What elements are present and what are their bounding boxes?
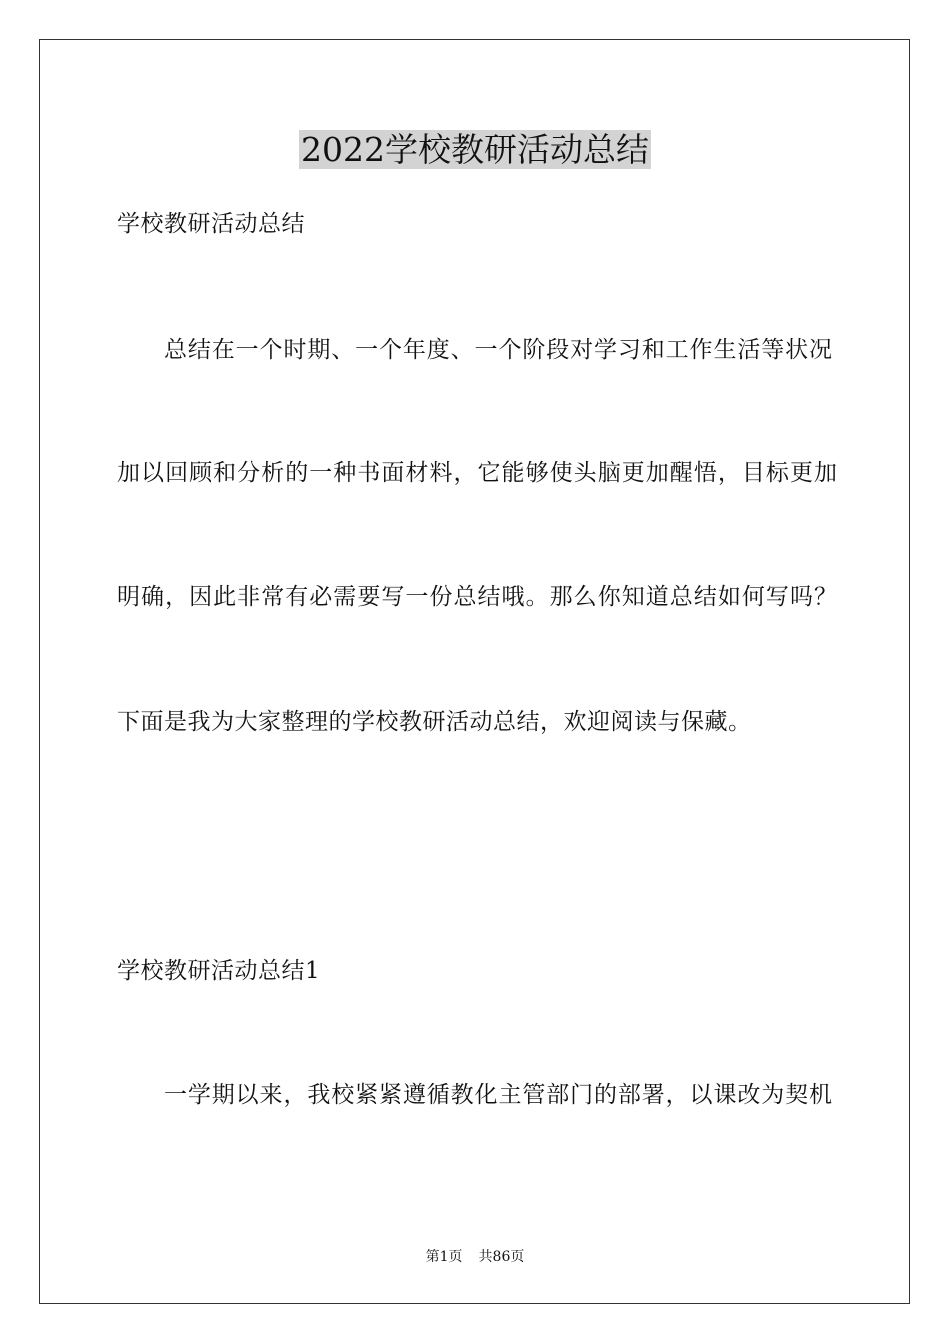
intro-line-2: 加以回顾和分析的一种书面材料，它能够使头脑更加醒悟，目标更加 [117, 460, 837, 486]
intro-line-4: 下面是我为大家整理的学校教研活动总结，欢迎阅读与保藏。 [117, 709, 752, 735]
page-footer [0, 1247, 950, 1267]
document-title-text: 2022学校教研活动总结 [301, 130, 649, 169]
intro-line-3: 明确，因此非常有必需要写一份总结哦。那么你知道总结如何写吗？ [117, 584, 837, 610]
page-number: 第1页 [425, 1249, 463, 1265]
page-total: 共86页 [478, 1249, 525, 1265]
section-line-1: 一学期以来，我校紧紧遵循教化主管部门的部署，以课改为契机 [164, 1082, 832, 1108]
intro-line-1: 总结在一个时期、一个年度、一个阶段对学习和工作生活等状况 [164, 337, 832, 363]
subheading: 学校教研活动总结 [117, 211, 305, 237]
document-title [0, 128, 950, 172]
section-heading: 学校教研活动总结1 [117, 958, 321, 984]
